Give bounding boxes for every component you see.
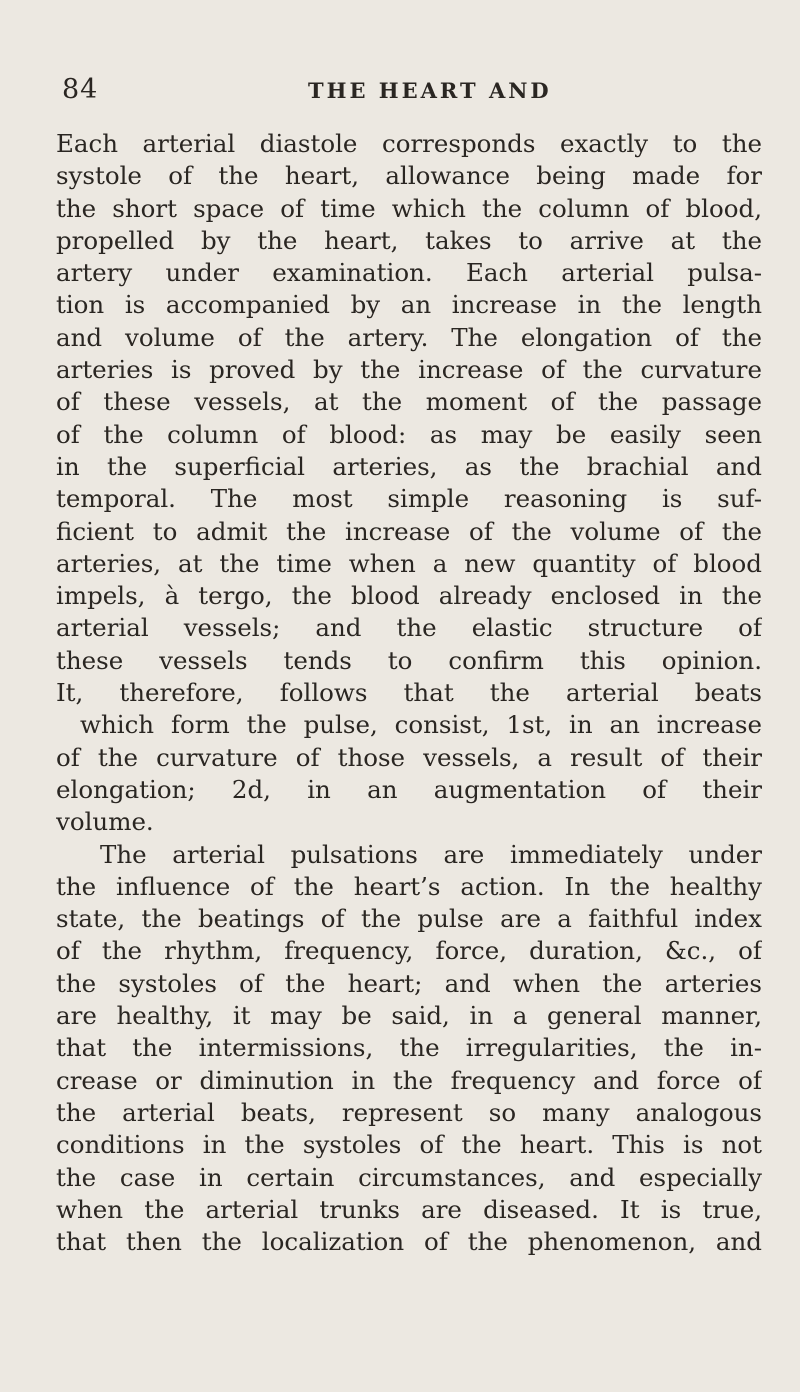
text-line: arteries, at the time when a new quantity of blood xyxy=(56,548,762,578)
text-line: that then the localization of the phenomenon, and xyxy=(56,1227,762,1257)
text-line: artery under examination. Each arterial pulsa- xyxy=(56,258,762,288)
text-line: temporal. The most simple reasoning is suf- xyxy=(56,484,762,514)
text-line: of these vessels, at the moment of the passage xyxy=(56,387,762,417)
text-line: Each arterial diastole corresponds exactly to the xyxy=(56,129,762,158)
text-line: systole of the heart, allowance being made for xyxy=(56,161,762,191)
text-line: crease or diminution in the frequency and force of xyxy=(56,1065,762,1095)
text-line: conditions in the systoles of the heart. This is not xyxy=(56,1130,762,1160)
text-line: propelled by the heart, takes to arrive at the xyxy=(56,225,762,255)
text-line: elongation; 2d, in an augmentation of their xyxy=(56,774,762,804)
body-text xyxy=(56,128,762,1258)
running-head: THE HEART AND xyxy=(308,78,552,103)
text-line: of the column of blood: as may be easily seen xyxy=(56,419,762,449)
text-line: the systoles of the heart; and when the arteries xyxy=(56,968,762,998)
text-line-paragraph-start: The arterial pulsations are immediately under xyxy=(100,839,762,869)
page-number: 84 xyxy=(62,74,99,105)
text-line: the arterial beats, represent so many analogous xyxy=(56,1097,762,1127)
text-line: the short space of time which the column of blood, xyxy=(56,193,762,223)
text-line: the case in certain circumstances, and especially xyxy=(56,1162,762,1192)
text-line: the influence of the heart’s action. In the healthy xyxy=(56,871,762,901)
text-line: when the arterial trunks are diseased. It is true, xyxy=(56,1194,762,1224)
text-line: tion is accompanied by an increase in the length xyxy=(56,290,762,320)
page-header xyxy=(62,74,738,104)
text-line: It, therefore, follows that the arterial beats xyxy=(56,678,762,708)
text-line: which form the pulse, consist, 1st, in an increase xyxy=(80,710,762,740)
text-line: are healthy, it may be said, in a general manner, xyxy=(56,1001,762,1031)
text-line: and volume of the artery. The elongation of the xyxy=(56,322,762,352)
text-line: these vessels tends to confirm this opinion. xyxy=(56,645,762,675)
text-line: arterial vessels; and the elastic structure of xyxy=(56,613,762,643)
text-line: in the superficial arteries, as the brachial and xyxy=(56,451,762,481)
text-line: that the intermissions, the irregularities, the in- xyxy=(56,1033,762,1063)
text-line: arteries is proved by the increase of the curvature xyxy=(56,355,762,385)
text-line: of the rhythm, frequency, force, duration, &c., of xyxy=(56,936,762,966)
text-line: impels, à tergo, the blood already enclosed in the xyxy=(56,581,762,611)
text-line: state, the beatings of the pulse are a faithful index xyxy=(56,904,762,934)
text-line: ficient to admit the increase of the volume of the xyxy=(56,516,762,546)
text-line: of the curvature of those vessels, a result of their xyxy=(56,742,762,772)
text-line-paragraph-end: volume. xyxy=(56,807,154,837)
